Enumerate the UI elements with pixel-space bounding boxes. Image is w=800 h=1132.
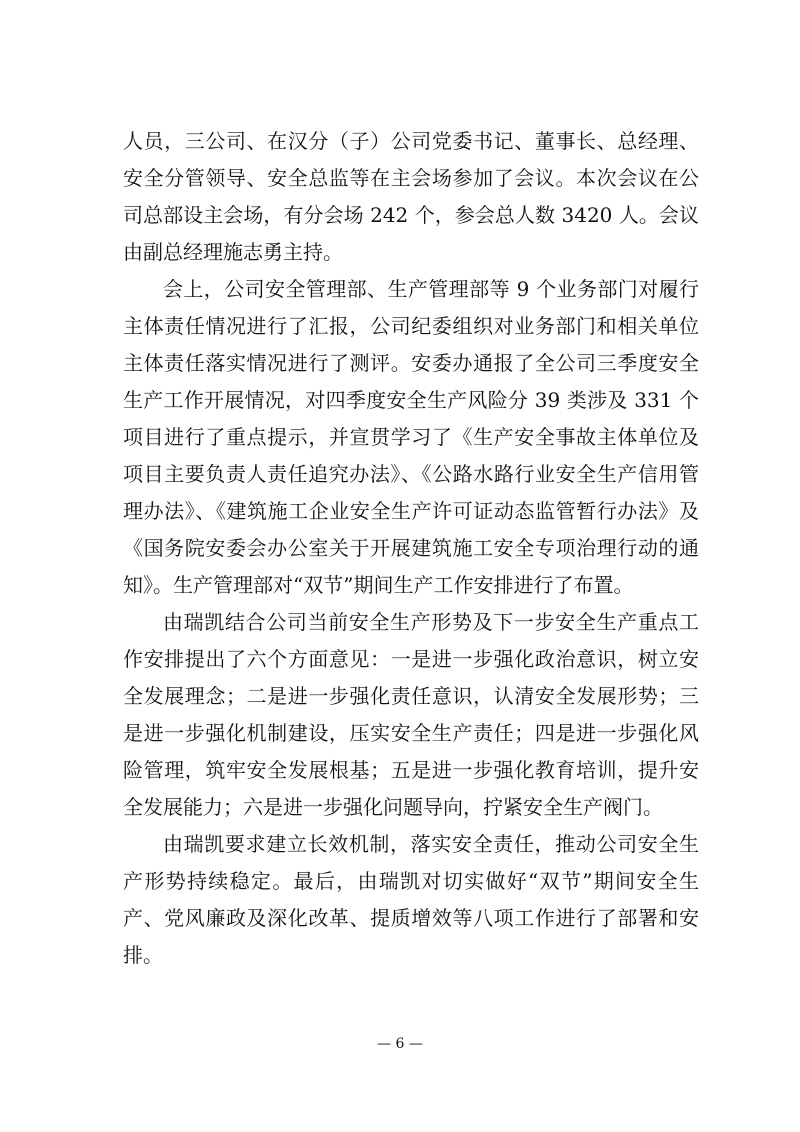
paragraph-six-opinions: 由瑞凯结合公司当前安全生产形势及下一步安全生产重点工作安排提出了六个方面意见：一是进一步强化政治意识，树立安全发展理念；二是进一步强化责任意识，认清安全发展形势；三是进一步强化机制建设，压实安全生产责任；四是进一步强化风险管理，筑牢安全发展根基；五是进一步强化教育培训，提升安全发展能力；六是进一步强化问题导向，拧紧安全生产阀门。 [123,610,699,819]
paragraph-closing-requirements: 由瑞凯要求建立长效机制，落实安全责任，推动公司安全生产形势持续稳定。最后，由瑞凯对切实做好“双节”期间安全生产、党风廉政及深化改革、提质增效等八项工作进行了部署和安排。 [123,832,699,967]
paragraph-meeting-reports: 会上，公司安全管理部、生产管理部等 9 个业务部门对履行主体责任情况进行了汇报，公司纪委组织对业务部门和相关单位主体责任落实情况进行了测评。安委办通报了全公司三季度安全生产工作开展情况，对四季度安全生产风险分 39 类涉及 331 个项目进行了重点提示，并宣贯学习了《生产安全事故主体单位及项目主要负责人责任追究办法》、《公路水路行业安全生产信用管理办法》、《建筑施工企业安全生产许可证动态监管暂行办法》及《国务院安委会办公室关于开展建筑施工安全专项治理行动的通知》。生产管理部对“双节”期间生产工作安排进行了布置。 [123,277,699,597]
document-body [123,123,699,974]
paragraph-attendees: 人员，三公司、在汉分（子）公司党委书记、董事长、总经理、安全分管领导、安全总监等在主会场参加了会议。本次会议在公司总部设主会场，有分会场 242 个，参会总人数 3420 人。会议由副总经理施志勇主持。 [123,129,699,264]
page-number: — 6 — [377,1036,423,1052]
